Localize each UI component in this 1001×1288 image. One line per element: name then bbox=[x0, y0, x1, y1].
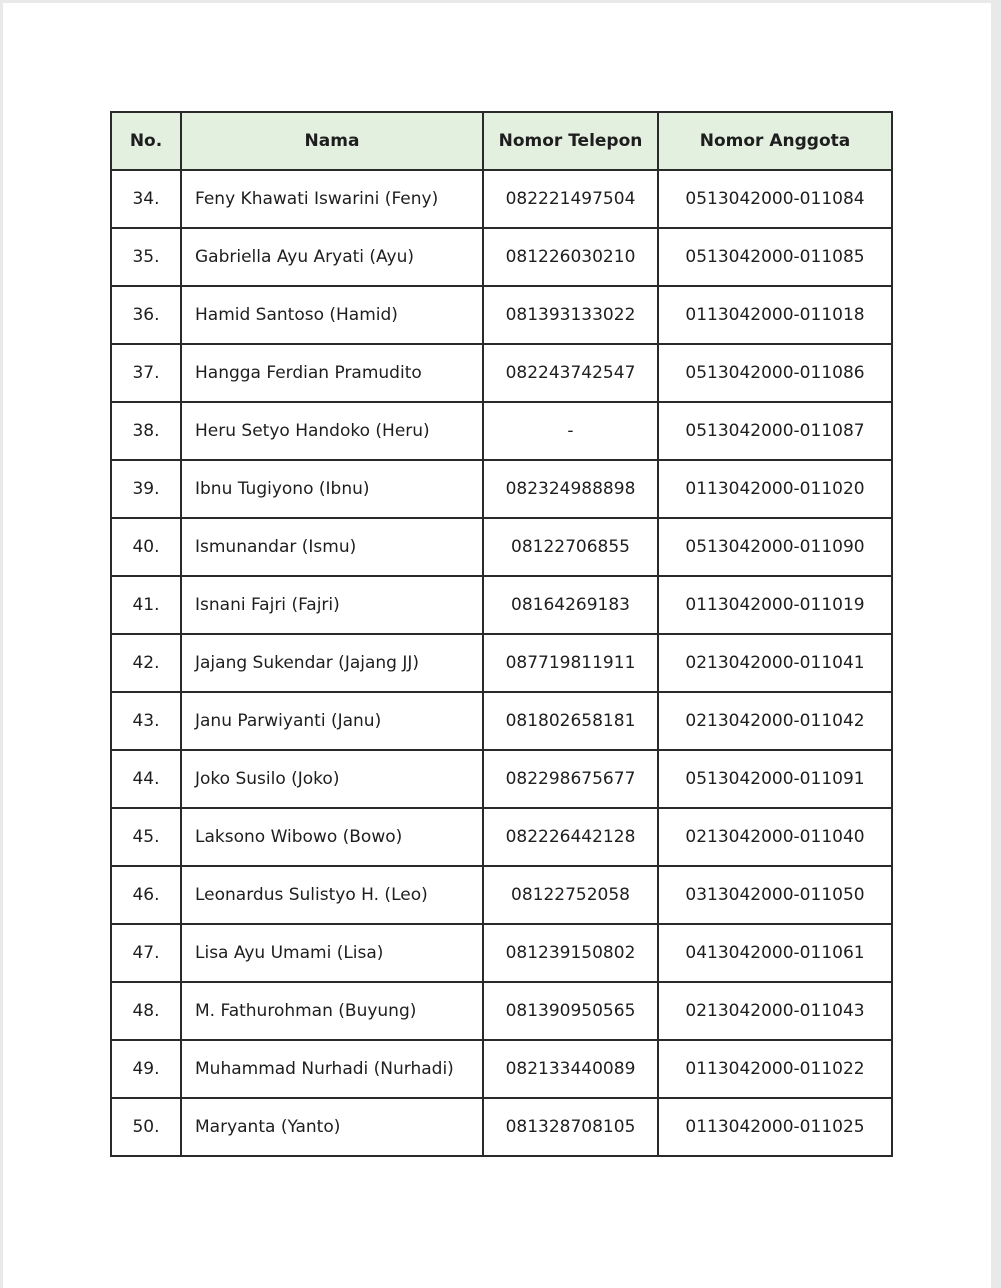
cell-phone: 082221497504 bbox=[483, 170, 658, 228]
cell-member-number: 0113042000-011020 bbox=[658, 460, 892, 518]
cell-no: 47. bbox=[111, 924, 181, 982]
table-row bbox=[111, 518, 892, 576]
cell-member-number: 0213042000-011042 bbox=[658, 692, 892, 750]
cell-name: Maryanta (Yanto) bbox=[181, 1098, 483, 1156]
cell-name: Ismunandar (Ismu) bbox=[181, 518, 483, 576]
cell-phone: 08122706855 bbox=[483, 518, 658, 576]
cell-member-number: 0413042000-011061 bbox=[658, 924, 892, 982]
cell-name: M. Fathurohman (Buyung) bbox=[181, 982, 483, 1040]
table-row bbox=[111, 982, 892, 1040]
cell-phone: 081226030210 bbox=[483, 228, 658, 286]
header-phone: Nomor Telepon bbox=[483, 112, 658, 170]
cell-name: Leonardus Sulistyo H. (Leo) bbox=[181, 866, 483, 924]
header-no: No. bbox=[111, 112, 181, 170]
cell-phone: 082298675677 bbox=[483, 750, 658, 808]
cell-phone: 081393133022 bbox=[483, 286, 658, 344]
cell-member-number: 0113042000-011018 bbox=[658, 286, 892, 344]
cell-no: 49. bbox=[111, 1040, 181, 1098]
cell-name: Laksono Wibowo (Bowo) bbox=[181, 808, 483, 866]
header-member-number: Nomor Anggota bbox=[658, 112, 892, 170]
cell-name: Gabriella Ayu Aryati (Ayu) bbox=[181, 228, 483, 286]
table-row bbox=[111, 808, 892, 866]
cell-no: 38. bbox=[111, 402, 181, 460]
cell-member-number: 0213042000-011040 bbox=[658, 808, 892, 866]
cell-no: 36. bbox=[111, 286, 181, 344]
cell-name: Janu Parwiyanti (Janu) bbox=[181, 692, 483, 750]
cell-no: 48. bbox=[111, 982, 181, 1040]
cell-name: Isnani Fajri (Fajri) bbox=[181, 576, 483, 634]
table-row bbox=[111, 228, 892, 286]
cell-no: 35. bbox=[111, 228, 181, 286]
document-page bbox=[3, 3, 991, 1288]
cell-member-number: 0513042000-011090 bbox=[658, 518, 892, 576]
cell-name: Joko Susilo (Joko) bbox=[181, 750, 483, 808]
cell-no: 41. bbox=[111, 576, 181, 634]
cell-no: 39. bbox=[111, 460, 181, 518]
cell-phone: 087719811911 bbox=[483, 634, 658, 692]
table-row bbox=[111, 692, 892, 750]
cell-member-number: 0113042000-011025 bbox=[658, 1098, 892, 1156]
cell-phone: 08122752058 bbox=[483, 866, 658, 924]
cell-member-number: 0113042000-011022 bbox=[658, 1040, 892, 1098]
cell-no: 40. bbox=[111, 518, 181, 576]
member-table bbox=[110, 111, 893, 1157]
cell-no: 34. bbox=[111, 170, 181, 228]
table-row bbox=[111, 750, 892, 808]
cell-member-number: 0213042000-011041 bbox=[658, 634, 892, 692]
cell-phone: 081239150802 bbox=[483, 924, 658, 982]
cell-name: Hangga Ferdian Pramudito bbox=[181, 344, 483, 402]
cell-name: Feny Khawati Iswarini (Feny) bbox=[181, 170, 483, 228]
cell-name: Lisa Ayu Umami (Lisa) bbox=[181, 924, 483, 982]
cell-name: Hamid Santoso (Hamid) bbox=[181, 286, 483, 344]
cell-phone: 081802658181 bbox=[483, 692, 658, 750]
cell-member-number: 0513042000-011085 bbox=[658, 228, 892, 286]
cell-name: Ibnu Tugiyono (Ibnu) bbox=[181, 460, 483, 518]
cell-name: Muhammad Nurhadi (Nurhadi) bbox=[181, 1040, 483, 1098]
cell-no: 43. bbox=[111, 692, 181, 750]
cell-phone: 082133440089 bbox=[483, 1040, 658, 1098]
cell-member-number: 0513042000-011091 bbox=[658, 750, 892, 808]
cell-no: 50. bbox=[111, 1098, 181, 1156]
table-row bbox=[111, 924, 892, 982]
table-row bbox=[111, 286, 892, 344]
cell-no: 45. bbox=[111, 808, 181, 866]
table-row bbox=[111, 460, 892, 518]
cell-phone: 082226442128 bbox=[483, 808, 658, 866]
cell-phone: 082243742547 bbox=[483, 344, 658, 402]
cell-member-number: 0113042000-011019 bbox=[658, 576, 892, 634]
cell-member-number: 0513042000-011084 bbox=[658, 170, 892, 228]
cell-phone: 08164269183 bbox=[483, 576, 658, 634]
cell-phone: 081390950565 bbox=[483, 982, 658, 1040]
table-row bbox=[111, 170, 892, 228]
cell-no: 37. bbox=[111, 344, 181, 402]
cell-member-number: 0513042000-011086 bbox=[658, 344, 892, 402]
table-row bbox=[111, 402, 892, 460]
cell-no: 42. bbox=[111, 634, 181, 692]
cell-member-number: 0213042000-011043 bbox=[658, 982, 892, 1040]
cell-name: Heru Setyo Handoko (Heru) bbox=[181, 402, 483, 460]
table-row bbox=[111, 576, 892, 634]
cell-no: 46. bbox=[111, 866, 181, 924]
table-row bbox=[111, 344, 892, 402]
header-row bbox=[111, 112, 892, 170]
header-name: Nama bbox=[181, 112, 483, 170]
table-row bbox=[111, 634, 892, 692]
table-body bbox=[111, 170, 892, 1156]
table-row bbox=[111, 866, 892, 924]
cell-phone: 081328708105 bbox=[483, 1098, 658, 1156]
cell-name: Jajang Sukendar (Jajang JJ) bbox=[181, 634, 483, 692]
cell-member-number: 0513042000-011087 bbox=[658, 402, 892, 460]
table-row bbox=[111, 1098, 892, 1156]
table-header bbox=[111, 112, 892, 170]
cell-phone: 082324988898 bbox=[483, 460, 658, 518]
cell-member-number: 0313042000-011050 bbox=[658, 866, 892, 924]
cell-no: 44. bbox=[111, 750, 181, 808]
cell-phone: - bbox=[483, 402, 658, 460]
table-row bbox=[111, 1040, 892, 1098]
